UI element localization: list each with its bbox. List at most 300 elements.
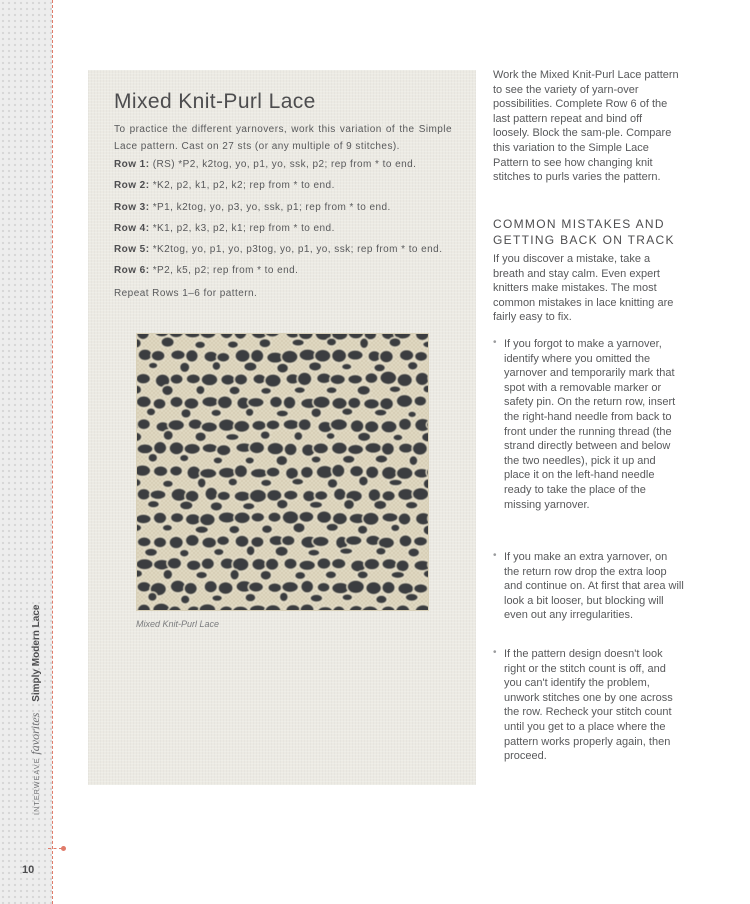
lace-eyelet xyxy=(408,548,420,558)
lace-eyelet xyxy=(268,512,282,523)
lace-eyelet xyxy=(249,489,267,503)
lace-eyelet xyxy=(312,536,329,547)
lace-eyelet xyxy=(218,467,236,478)
lace-eyelet xyxy=(265,558,279,571)
lace-eyelet xyxy=(339,548,353,555)
lace-eyelet xyxy=(153,603,171,611)
lace-eyelet xyxy=(398,418,411,431)
lace-eyelet xyxy=(266,467,280,478)
lace-eyelet xyxy=(225,433,239,440)
lace-eyelet xyxy=(261,525,272,534)
lace-eyelet xyxy=(245,408,254,417)
lace-eyelet xyxy=(218,419,235,432)
lace-eyelet xyxy=(244,362,258,372)
lace-eyelet xyxy=(332,464,346,478)
lace-eyelet xyxy=(382,581,396,594)
section-intro: If you discover a mistake, take a breath and stay calm. Even expert knitters make mistakes. The most common mistakes in lace knitting are fairly easy to fix. xyxy=(493,253,674,324)
stitch-divider-line xyxy=(52,0,53,904)
lace-eyelet xyxy=(415,372,429,386)
lace-eyelet xyxy=(326,387,337,394)
lace-eyelet xyxy=(314,490,328,500)
pattern-intro: To practice the different yarnovers, work this variation of the Simple Lace pattern. Cast on 27 sts (or any multiple of 9 stitches). xyxy=(114,124,452,152)
lace-eyelet xyxy=(297,372,312,386)
lace-eyelet xyxy=(234,465,248,478)
lace-eyelet xyxy=(345,535,362,545)
lace-eyelet xyxy=(196,571,208,579)
lace-eyelet xyxy=(202,396,219,407)
lace-eyelet xyxy=(276,410,289,417)
lace-eyelet xyxy=(350,465,364,477)
lace-eyelet xyxy=(147,500,159,508)
lace-eyelet xyxy=(293,522,306,533)
row-instructions: *K2tog, yo, p1, yo, p3tog, yo, p1, yo, ssk; rep from * to end. xyxy=(149,244,443,255)
list-item-text: If the pattern design doesn't look right or the stitch count is off, and you can't identify the problem, unwork stitches one by one across the row. Recheck your stitch count until you get to a place where the pattern works properly again, then proceed. xyxy=(504,648,673,763)
lace-eyelet xyxy=(363,398,379,409)
lace-eyelet xyxy=(195,341,206,349)
lace-eyelet xyxy=(249,441,265,454)
lace-eyelet xyxy=(308,549,320,556)
lace-eyelet xyxy=(286,604,301,611)
lace-eyelet xyxy=(342,408,354,416)
lace-eyelet xyxy=(283,490,298,500)
lace-eyelet xyxy=(414,560,429,571)
lace-eyelet xyxy=(196,385,206,395)
lace-eyelet xyxy=(357,432,371,442)
section-intro-block xyxy=(493,252,683,325)
lace-eyelet xyxy=(180,595,190,604)
lace-eyelet xyxy=(250,468,268,478)
lace-eyelet xyxy=(391,524,401,532)
lace-eyelet xyxy=(316,511,331,524)
lace-eyelet xyxy=(309,501,323,509)
lace-eyelet xyxy=(210,502,223,512)
lace-eyelet xyxy=(365,466,379,479)
lace-eyelet xyxy=(260,431,270,440)
lace-eyelet xyxy=(294,387,306,394)
running-header xyxy=(28,605,43,815)
row-label: Row 5: xyxy=(114,244,150,255)
lace-eyelet xyxy=(204,351,218,362)
lace-eyelet xyxy=(415,512,429,525)
lace-eyelet xyxy=(415,333,429,341)
lace-eyelet xyxy=(228,478,238,486)
lace-eyelet xyxy=(391,571,405,579)
lace-eyelet xyxy=(342,594,353,601)
swatch-caption: Mixed Knit-Purl Lace xyxy=(136,619,220,629)
lace-eyelet xyxy=(186,374,201,385)
lace-eyelet xyxy=(137,419,151,430)
lace-eyelet xyxy=(242,502,255,510)
lace-eyelet xyxy=(229,386,241,395)
lace-eyelet xyxy=(359,338,368,349)
row-instructions: *K1, p2, k3, p2, k1; rep from * to end. xyxy=(149,223,335,234)
lace-eyelet xyxy=(421,432,429,442)
row-label: Row 3: xyxy=(114,202,150,213)
lace-eyelet xyxy=(195,432,207,442)
running-book-title: Simply Modern Lace xyxy=(31,604,42,702)
lace-eyelet xyxy=(382,490,396,501)
lace-eyelet xyxy=(347,580,365,594)
lace-eyelet xyxy=(170,512,184,523)
lace-eyelet xyxy=(282,581,299,592)
lace-eyelet xyxy=(148,592,158,601)
lace-eyelet xyxy=(375,455,388,464)
lace-eyelet xyxy=(279,592,288,602)
stitch-tick-mark xyxy=(48,848,62,849)
lace-eyelet xyxy=(148,453,158,462)
lace-eyelet xyxy=(170,374,183,385)
lace-eyelet xyxy=(396,467,413,480)
lace-eyelet xyxy=(412,442,427,456)
lace-eyelet xyxy=(216,444,231,456)
lace-eyelet xyxy=(199,604,216,612)
lace-eyelet xyxy=(221,374,236,385)
lace-eyelet xyxy=(364,558,380,570)
lace-eyelet xyxy=(314,349,331,362)
lace-eyelet xyxy=(179,454,189,462)
lace-eyelet xyxy=(138,349,152,361)
lace-eyelet xyxy=(162,524,173,531)
lace-eyelet xyxy=(267,442,284,455)
running-brand: INTERWEAVE xyxy=(34,757,41,815)
lace-eyelet xyxy=(365,442,382,453)
lace-eyelet xyxy=(170,466,183,477)
lace-eyelet xyxy=(326,432,335,439)
lace-eyelet xyxy=(366,581,382,594)
lace-eyelet xyxy=(169,442,184,456)
row-instructions: *P2, k5, p2; rep from * to end. xyxy=(149,265,299,276)
lace-eyelet xyxy=(136,570,143,578)
lace-eyelet xyxy=(234,374,248,386)
lace-eyelet xyxy=(399,535,412,548)
lace-eyelet xyxy=(398,443,413,454)
lace-eyelet xyxy=(357,525,368,535)
lace-eyelet xyxy=(326,523,339,532)
lace-eyelet xyxy=(326,338,337,346)
lace-eyelet xyxy=(260,479,272,487)
pattern-row xyxy=(114,265,459,276)
lace-eyelet xyxy=(148,362,158,369)
lace-eyelet xyxy=(341,363,352,370)
lace-eyelet xyxy=(253,374,266,385)
page-number: 10 xyxy=(22,864,35,876)
row-instructions: *K2, p2, k1, p2, k2; rep from * to end. xyxy=(149,180,335,191)
lace-eyelet xyxy=(161,337,175,348)
lace-eyelet xyxy=(302,490,315,502)
lace-eyelet xyxy=(246,545,255,556)
lace-eyelet xyxy=(136,558,153,570)
lace-eyelet xyxy=(146,408,156,416)
lace-eyelet xyxy=(181,408,192,418)
lace-eyelet xyxy=(188,419,203,430)
lace-eyelet xyxy=(184,398,199,410)
lace-eyelet xyxy=(363,512,380,526)
lace-eyelet xyxy=(268,583,282,593)
lace-eyelet xyxy=(150,490,166,500)
pattern-row xyxy=(114,202,459,213)
lace-eyelet xyxy=(412,487,429,500)
lace-eyelet xyxy=(317,582,330,592)
lace-eyelet xyxy=(284,558,298,570)
lace-eyelet xyxy=(325,571,337,579)
lace-eyelet xyxy=(292,339,305,347)
stitch-dot-marker xyxy=(61,846,66,851)
lace-eyelet xyxy=(136,396,151,408)
pattern-row xyxy=(114,159,459,170)
list-item-text: If you forgot to make a yarnover, identify where you omitted the yarnover and temporarily mark that spot with a removable marker or safety pin. On the return row, insert the right-hand needle from back to front under the running thread (the strand directly between and below the two needles), pick it up and place it on the left-hand needle ready to take the place of the missing yarnover. xyxy=(504,338,676,511)
lace-eyelet xyxy=(153,398,166,409)
lace-eyelet xyxy=(171,350,186,360)
lace-eyelet xyxy=(137,581,152,592)
lace-eyelet xyxy=(381,420,398,433)
lace-eyelet xyxy=(275,546,289,557)
lace-eyelet xyxy=(197,478,206,489)
pattern-row xyxy=(114,223,459,234)
lace-eyelet xyxy=(202,443,218,453)
lace-eyelet xyxy=(414,351,427,362)
lace-eyelet xyxy=(331,442,347,455)
lace-eyelet xyxy=(259,338,271,348)
lace-eyelet xyxy=(374,500,387,510)
lace-eyelet xyxy=(179,501,193,510)
lace-eyelet xyxy=(235,535,249,548)
lace-eyelet xyxy=(347,350,363,361)
lace-eyelet xyxy=(281,535,295,546)
section-heading: COMMON MISTAKES AND GETTING BACK ON TRACK xyxy=(493,217,675,247)
lace-eyelet xyxy=(162,385,174,396)
lace-eyelet xyxy=(381,442,394,455)
lace-eyelet xyxy=(136,373,151,384)
lace-eyelet xyxy=(213,548,224,556)
lace-eyelet xyxy=(179,549,189,557)
lace-eyelet xyxy=(185,349,198,362)
lace-eyelet xyxy=(184,443,201,454)
lace-eyelet xyxy=(379,350,393,363)
repeat-note: Repeat Rows 1–6 for pattern. xyxy=(114,288,258,299)
lace-eyelet xyxy=(217,491,231,501)
lace-eyelet xyxy=(396,394,413,407)
row-label: Row 2: xyxy=(114,180,150,191)
lace-eyelet xyxy=(317,558,331,570)
lace-eyelet xyxy=(153,466,168,477)
lace-eyelet xyxy=(396,560,410,572)
lace-eyelet xyxy=(211,409,222,417)
row-label: Row 1: xyxy=(114,159,150,170)
lace-eyelet xyxy=(218,512,236,524)
lace-eyelet xyxy=(331,558,346,569)
lace-eyelet xyxy=(230,569,240,580)
lace-eyelet xyxy=(389,386,401,393)
lace-eyelet xyxy=(245,593,256,602)
lace-eyelet xyxy=(217,352,230,362)
lace-eyelet xyxy=(281,350,298,364)
lace-eyelet xyxy=(343,499,354,510)
row-instructions: *P1, k2tog, yo, p3, yo, ssk, p1; rep from * to end. xyxy=(149,202,391,213)
lace-eyelet xyxy=(195,526,209,534)
running-series: favorites xyxy=(28,712,42,755)
lace-eyelet xyxy=(389,338,402,348)
lace-eyelet xyxy=(313,443,329,454)
lace-eyelet xyxy=(364,421,379,434)
lace-eyelet xyxy=(313,396,331,409)
lace-eyelet xyxy=(252,420,267,431)
pattern-title: Mixed Knit-Purl Lace xyxy=(114,90,316,113)
lace-eyelet xyxy=(217,396,232,409)
lace-eyelet xyxy=(299,560,316,571)
lace-eyelet xyxy=(186,560,201,571)
lace-eyelet xyxy=(213,457,223,465)
lace-eyelet xyxy=(199,513,215,526)
lace-eyelet xyxy=(235,349,251,363)
lace-eyelet xyxy=(169,536,184,549)
lace-eyelet xyxy=(269,396,282,408)
lace-eyelet xyxy=(153,441,167,454)
lace-eyelet xyxy=(294,431,303,440)
lace-eyelet xyxy=(151,350,165,361)
lace-eyelet xyxy=(212,361,221,370)
lace-eyelet xyxy=(248,397,265,407)
lace-eyelet xyxy=(184,582,198,595)
lace-eyelet xyxy=(265,374,282,388)
lace-eyelet xyxy=(292,478,304,485)
lace-eyelet xyxy=(382,512,399,522)
lace-eyelet xyxy=(380,371,397,385)
lace-eyelet xyxy=(136,514,151,524)
lace-eyelet xyxy=(298,419,311,431)
page-margin-strip xyxy=(0,0,52,904)
lace-eyelet xyxy=(347,444,363,455)
lace-eyelet xyxy=(283,419,299,430)
row-label: Row 4: xyxy=(114,223,150,234)
lace-eyelet xyxy=(405,593,418,601)
lace-eyelet xyxy=(163,430,174,441)
lace-eyelet xyxy=(376,547,387,555)
lace-eyelet xyxy=(163,569,173,580)
lace-eyelet xyxy=(330,419,348,431)
lace-eyelet xyxy=(374,409,387,416)
lace-eyelet xyxy=(234,420,250,432)
lace-eyelet xyxy=(311,408,322,418)
lace-eyelet xyxy=(185,513,201,525)
lace-eyelet xyxy=(283,396,296,409)
lace-eyelet xyxy=(350,420,364,433)
lace-eyelet xyxy=(201,422,218,433)
lace-eyelet xyxy=(381,466,397,480)
lace-eyelet xyxy=(201,558,215,570)
lace-eyelet xyxy=(162,480,173,488)
lace-eyelet xyxy=(408,411,417,418)
lace-eyelet xyxy=(137,488,151,500)
lace-eyelet xyxy=(299,511,314,522)
lace-eyelet xyxy=(310,594,323,602)
lace-eyelet xyxy=(308,362,321,372)
lace-eyelet xyxy=(348,397,361,409)
pattern-row xyxy=(114,244,459,255)
lace-eyelet xyxy=(295,571,306,579)
lace-eyelet xyxy=(374,364,386,373)
lace-eyelet xyxy=(284,443,297,456)
lace-eyelet xyxy=(331,349,346,363)
lace-eyelet xyxy=(300,466,313,478)
lace-eyelet xyxy=(167,557,182,569)
pattern-row xyxy=(114,180,459,191)
bullet-icon: • xyxy=(493,337,497,348)
lace-eyelet xyxy=(261,387,272,394)
lace-eyelet xyxy=(266,420,280,431)
lace-eyelet xyxy=(260,570,272,580)
lace-eyelet xyxy=(399,349,414,361)
lace-eyelet xyxy=(251,512,265,522)
lace-eyelet xyxy=(327,478,338,488)
lace-eyelet xyxy=(153,537,167,548)
lace-eyelet xyxy=(333,488,346,501)
lace-eyelet xyxy=(348,374,363,384)
lace-eyelet xyxy=(276,455,288,466)
lace-eyelet xyxy=(376,595,388,604)
lace-eyelet xyxy=(414,584,428,594)
lace-eyelet xyxy=(311,456,321,464)
lace-eyelet xyxy=(330,374,346,385)
lace-eyelet xyxy=(365,373,378,384)
sidebar-intro: Work the Mixed Knit-Purl Lace pattern to see the variety of yarn-over possibilities. Complete Row 6 of the last pattern repeat and bind off loosely. Block the sam-ple. Compare this variation to the Simple Lace Pattern to see how changing knit stitches to purls varies the pattern. xyxy=(493,69,679,184)
row-label: Row 6: xyxy=(114,265,150,276)
lace-eyelet xyxy=(227,341,238,349)
lace-eyelet xyxy=(136,465,151,477)
lace-eyelet xyxy=(250,349,264,363)
lace-eyelet xyxy=(204,580,218,593)
lace-eyelet xyxy=(234,512,251,524)
lace-eyelet xyxy=(357,385,371,395)
lace-eyelet xyxy=(170,580,186,593)
lace-eyelet xyxy=(382,558,397,569)
lace-eyelet xyxy=(168,419,185,430)
lace-eyelet xyxy=(144,548,157,557)
row-instructions: (RS) *P2, k2tog, yo, p1, yo, ssk, p2; rep from * to end. xyxy=(149,159,417,170)
lace-eyelet xyxy=(179,362,190,373)
lace-eyelet xyxy=(248,582,263,593)
lace-eyelet xyxy=(201,373,218,386)
lace-eyelet xyxy=(218,582,233,595)
sidebar-intro-block xyxy=(493,68,681,185)
lace-eyelet xyxy=(357,571,369,579)
lace-eyelet xyxy=(397,373,413,387)
lace-eyelet xyxy=(389,479,403,486)
bullet-icon: • xyxy=(493,647,497,658)
lace-eyelet xyxy=(205,487,218,501)
lace-eyelet xyxy=(393,434,403,441)
lace-eyelet xyxy=(137,537,151,547)
lace-eyelet xyxy=(300,604,314,611)
lace-eyelet xyxy=(137,604,151,611)
lace-eyelet xyxy=(342,455,355,464)
list-item-text: If you make an extra yarnover, on the return row drop the extra loop and continue on. At first that area will look a bit looser, but blocking will even out any irregularities. xyxy=(504,551,684,622)
lace-eyelet xyxy=(185,534,199,546)
lace-eyelet xyxy=(212,595,223,602)
lace-eyelet xyxy=(229,525,240,534)
lace-eyelet xyxy=(170,396,184,408)
lace-eyelet xyxy=(380,397,394,410)
lace-eyelet xyxy=(301,580,314,593)
lace-eyelet xyxy=(202,537,217,549)
lace-eyelet xyxy=(407,361,418,370)
bullet-icon: • xyxy=(493,550,497,561)
lace-eyelet xyxy=(252,558,267,570)
lace-eyelet xyxy=(413,536,427,546)
lace-eyelet xyxy=(217,536,230,546)
lace-eyelet xyxy=(245,457,255,465)
lace-eyelet xyxy=(276,499,288,509)
lace-eyelet xyxy=(414,396,427,407)
